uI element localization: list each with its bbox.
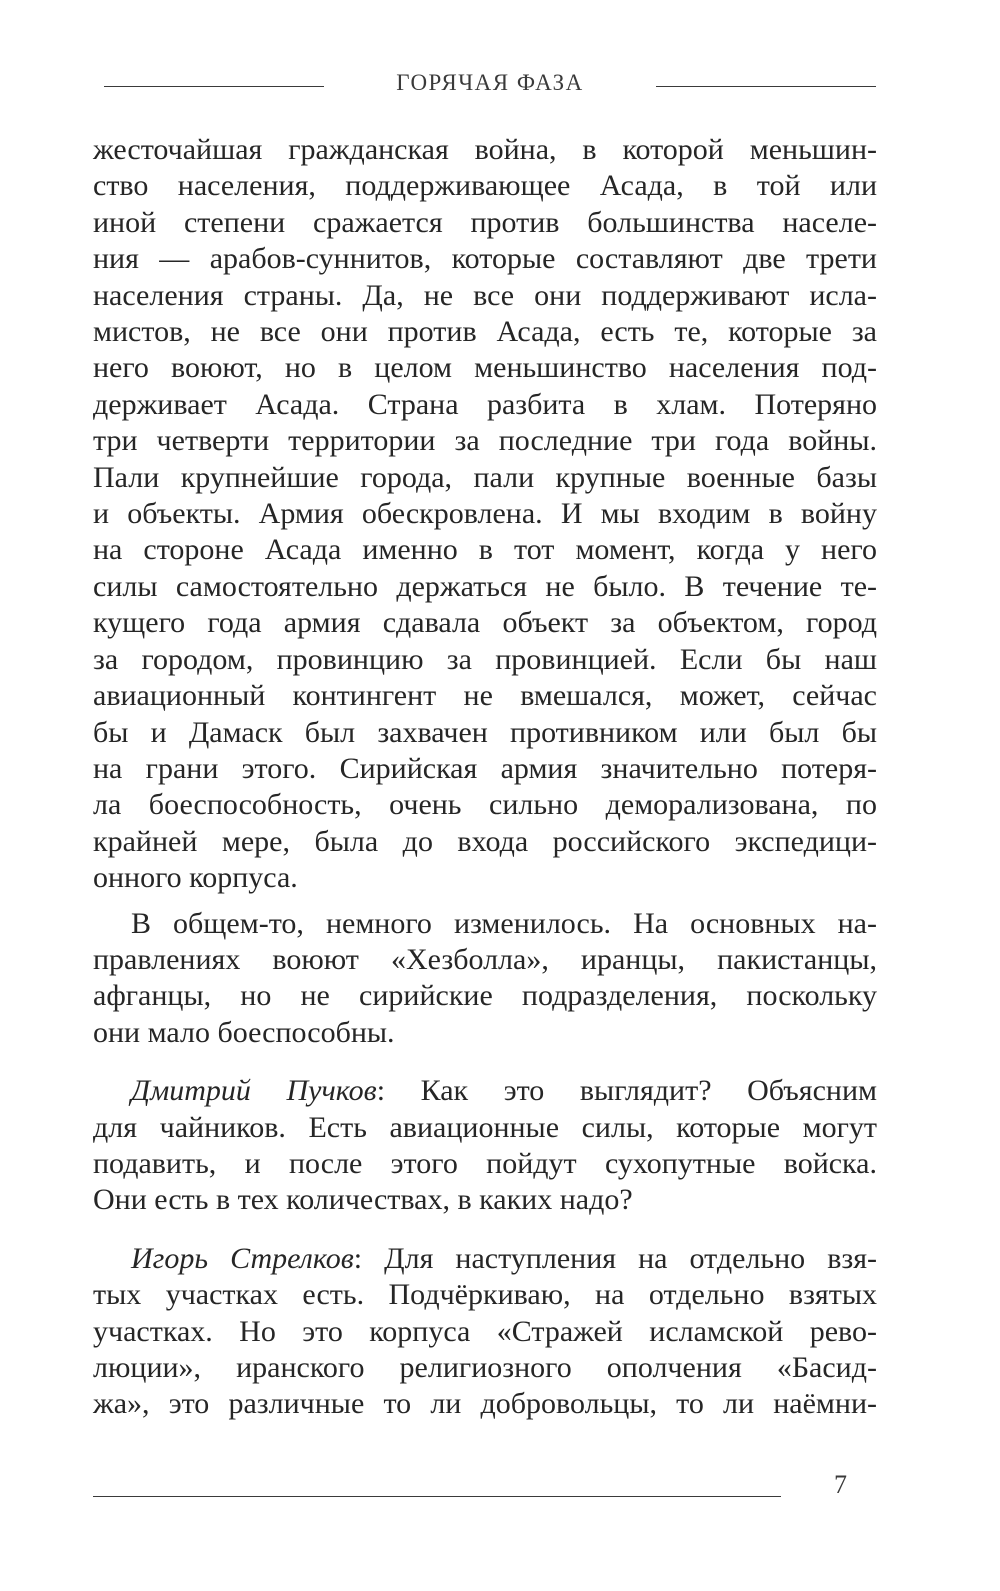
text-line: крайней мере, была до входа российского экспедици- (93, 824, 877, 858)
paragraph-gap (93, 1051, 877, 1073)
text-line (93, 1073, 877, 1109)
text-line: три четверти территории за последние три года войны. (93, 424, 877, 458)
text-line: на стороне Асада именно в тот момент, когда у него (93, 533, 877, 567)
text-line: В общем-то, немного изменилось. На основных на- (131, 906, 877, 940)
text-line (93, 1241, 877, 1277)
footer-rule (93, 1496, 781, 1497)
answer-text-start: : Для наступления на отдельно взя- (353, 1241, 878, 1275)
text-line: правлениях воюют «Хезболла», иранцы, пакистанцы, (93, 942, 877, 976)
text-line: и объекты. Армия обескровлена. И мы входим в войну (93, 497, 877, 531)
text-line: за городом, провинцию за провинцией. Если бы наш (93, 642, 877, 676)
text-line: Они есть в тех количествах, в каких надо? (93, 1183, 633, 1217)
text-line: жа», это различные то ли добровольцы, то ли наёмни- (93, 1387, 877, 1421)
text-line: они мало боеспособны. (93, 1015, 395, 1049)
text-line: ла боеспособность, очень сильно деморализована, по (93, 788, 877, 822)
text-line: онного корпуса. (93, 861, 298, 895)
text-line: силы самостоятельно держаться не было. В течение те- (93, 569, 877, 603)
text-line: бы и Дамаск был захвачен противником или был бы (93, 715, 877, 749)
body-text (93, 132, 877, 1423)
text-line: населения страны. Да, не все они поддерживают исла- (93, 278, 877, 312)
text-line: кущего года армия сдавала объект за объектом, город (93, 606, 877, 640)
paragraph-1 (93, 132, 877, 897)
text-line: жесточайшая гражданская война, в которой меньшин- (93, 133, 877, 166)
running-header-title: ГОРЯЧАЯ ФАЗА (396, 70, 584, 95)
text-line: подавить, и после этого пойдут сухопутные войска. (93, 1146, 877, 1180)
answer-paragraph (93, 1241, 877, 1423)
text-line: иной степени сражается против большинства населе- (93, 205, 877, 239)
text-line: на грани этого. Сирийская армия значительно потеря- (93, 751, 877, 785)
question-text-start: : Как это выглядит? Объясним (376, 1074, 878, 1108)
speaker-name-strelkov: Игорь Стрелков (131, 1241, 354, 1275)
paragraph-2 (93, 906, 877, 1052)
running-header (104, 68, 876, 104)
page-footer (93, 1470, 877, 1500)
text-line: ния — арабов-суннитов, которые составляют две трети (93, 242, 877, 276)
text-line: мистов, не все они против Асада, есть те, которые за (93, 315, 877, 349)
text-line: Пали крупнейшие города, пали крупные военные базы (93, 460, 877, 494)
text-line: авиационный контингент не вмешался, может, сейчас (93, 679, 877, 713)
text-line: тых участках есть. Подчёркиваю, на отдельно взятых (93, 1278, 877, 1312)
question-paragraph (93, 1073, 877, 1219)
paragraph-gap (93, 1219, 877, 1241)
text-line: держивает Асада. Страна разбита в хлам. Потеряно (93, 387, 877, 421)
text-line: афганцы, но не сирийские подразделения, поскольку (93, 979, 877, 1013)
paragraph-gap (93, 897, 877, 906)
header-rule-right (656, 86, 876, 87)
text-line: него воюют, но в целом меньшинство населения под- (93, 351, 877, 385)
text-line: люции», иранского религиозного ополчения «Басид- (93, 1351, 877, 1384)
text-line: ство населения, поддерживающее Асада, в той или (93, 169, 877, 203)
page-number: 7 (834, 1470, 847, 1499)
text-line: для чайников. Есть авиационные силы, которые могут (93, 1110, 877, 1144)
text-line: участках. Но это корпуса «Стражей исламской рево- (93, 1314, 877, 1348)
speaker-name-puchkov: Дмитрий Пучков (131, 1074, 377, 1108)
